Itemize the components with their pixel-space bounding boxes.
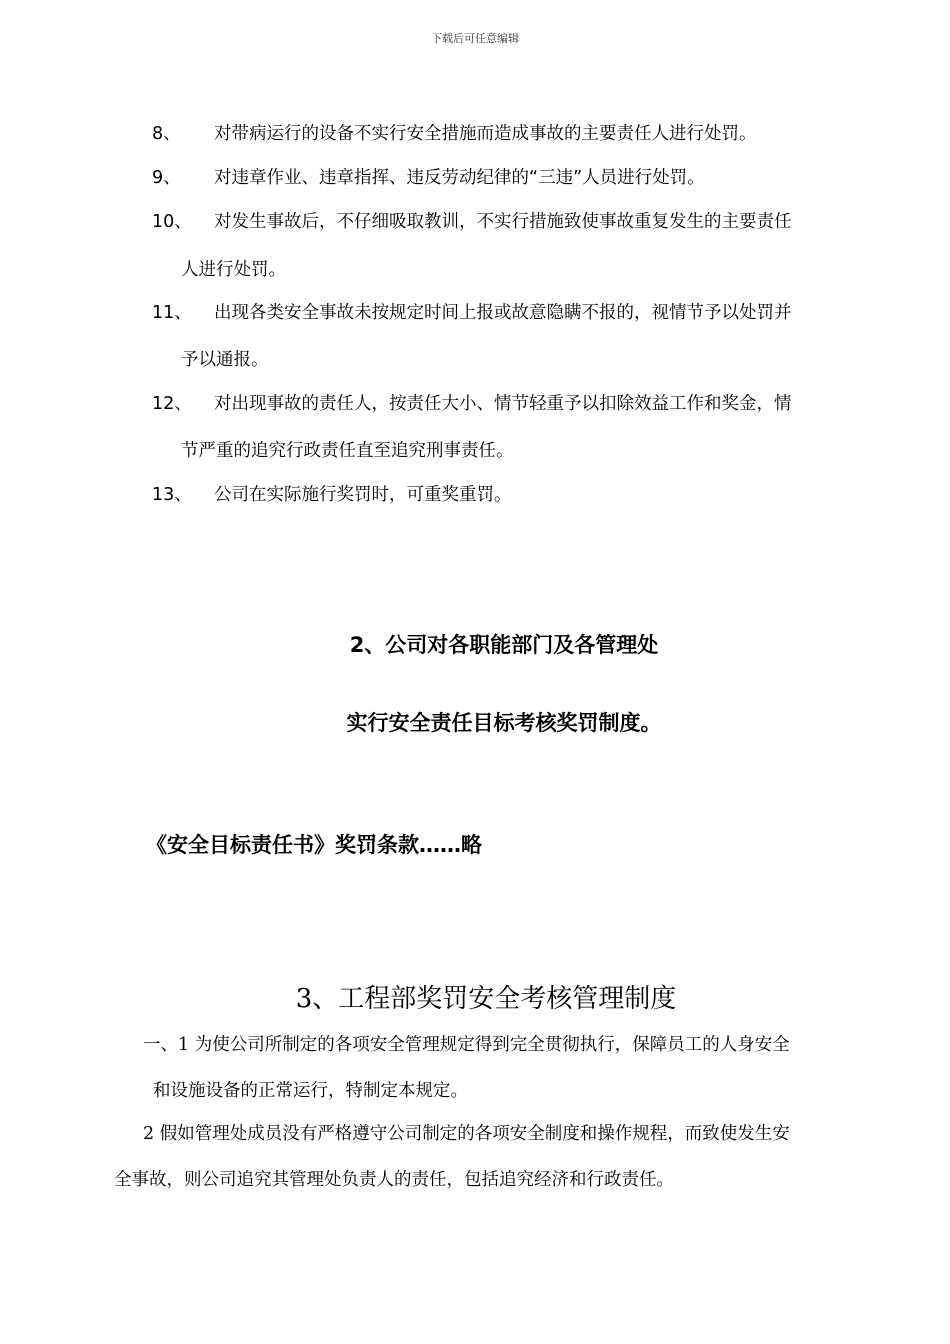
- item-continuation: 人进行处罚。: [181, 260, 286, 280]
- item-text: 对发生事故后，不仔细吸取教训，不实行措施致使事故重复发生的主要责任: [214, 212, 792, 232]
- list-item: [152, 120, 757, 145]
- item-text: 公司在实际施行奖罚时，可重奖重罚。: [214, 485, 512, 505]
- item-continuation: 予以通报。: [181, 350, 269, 370]
- list-item: [152, 164, 705, 189]
- paragraph-line: 和设施设备的正常运行，特制定本规定。: [153, 1081, 468, 1101]
- section-subheading: 实行安全责任目标考核奖罚制度。: [346, 711, 662, 735]
- list-item: [152, 208, 792, 233]
- section-heading: 2、公司对各职能部门及各管理处: [349, 633, 659, 657]
- item-number: 12、: [152, 394, 192, 414]
- item-text: 对带病运行的设备不实行安全措施而造成事故的主要责任人进行处罚。: [214, 124, 757, 144]
- paragraph-line: 全事故，则公司追究其管理处负责人的责任，包括追究经济和行政责任。: [114, 1170, 674, 1190]
- paragraph-line: 2 假如管理处成员没有严格遵守公司制定的各项安全制度和操作规程，而致使发生安: [143, 1124, 790, 1144]
- list-item: [152, 390, 792, 415]
- item-text: 出现各类安全事故未按规定时间上报或故意隐瞒不报的，视情节予以处罚并: [214, 303, 792, 323]
- item-text: 对出现事故的责任人，按责任大小、情节轻重予以扣除效益工作和奖金，情: [214, 394, 792, 414]
- item-number: 8、: [152, 124, 181, 144]
- list-item: [152, 481, 512, 506]
- section-title: 3、工程部奖罚安全考核管理制度: [295, 984, 677, 1014]
- paragraph-line: 一、1 为使公司所制定的各项安全管理规定得到完全贯彻执行，保障员工的人身安全: [143, 1035, 790, 1055]
- item-number: 10、: [152, 212, 192, 232]
- item-text: 对违章作业、违章指挥、违反劳动纪律的“三违”人员进行处罚。: [214, 168, 705, 188]
- item-continuation: 节严重的追究行政责任直至追究刑事责任。: [181, 441, 514, 461]
- header-note: 下载后可任意编辑: [431, 32, 519, 45]
- item-number: 11、: [152, 303, 192, 323]
- list-item: [152, 299, 792, 324]
- clause-heading: 《安全目标责任书》奖罚条款……略: [146, 833, 482, 857]
- item-number: 9、: [152, 168, 181, 188]
- item-number: 13、: [152, 485, 192, 505]
